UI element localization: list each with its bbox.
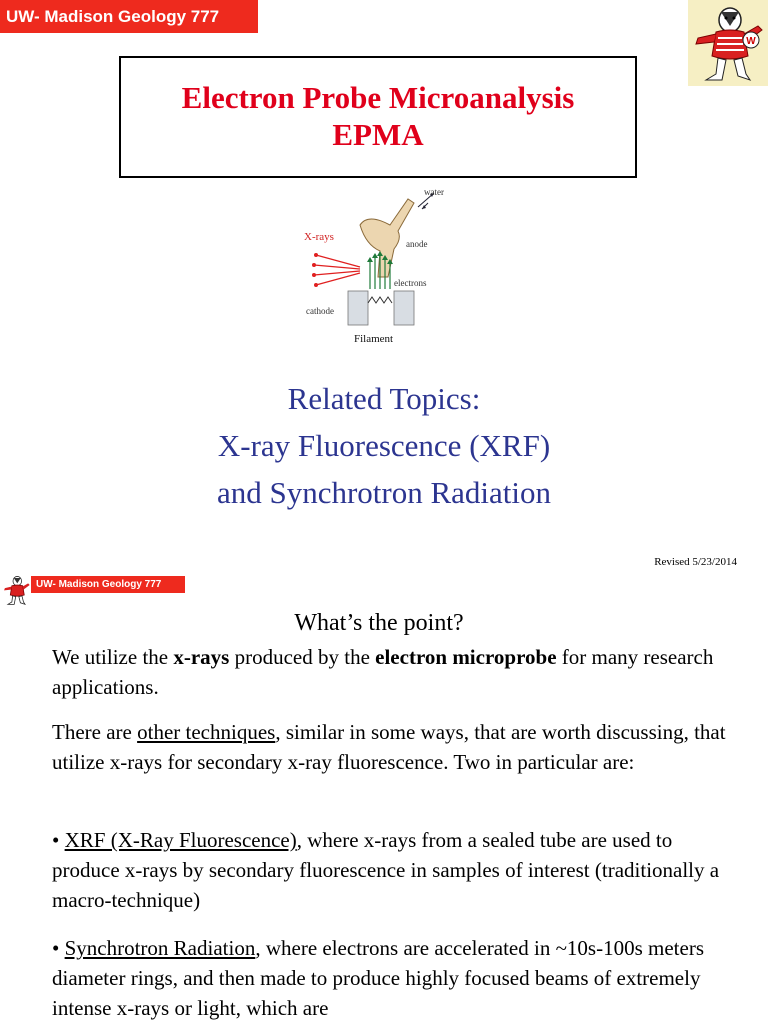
xray-tube-diagram [298, 185, 448, 350]
label-electrons: electrons [394, 278, 427, 288]
related-heading: Related Topics: [287, 381, 481, 416]
main-subtitle: EPMA [332, 117, 424, 152]
text-span: , similar in some ways, that are worth discussing, that utilize x-rays for secondary x-ray fluorescence. Two in particular are: [52, 720, 726, 774]
underlined-xrf: XRF (X-Ray Fluorescence) [64, 828, 297, 852]
bold-electron-microprobe: electron microprobe [375, 645, 557, 669]
title-box [119, 56, 637, 178]
badger-mascot-small-logo [1, 572, 32, 608]
bullet-xrf [52, 825, 742, 915]
related-synchrotron: and Synchrotron Radiation [216, 475, 552, 510]
label-water: water [424, 187, 444, 197]
text-span: We utilize the [52, 645, 174, 669]
bullet-synchrotron [52, 933, 742, 1023]
label-filament: Filament [354, 333, 394, 345]
bold-xrays: x-rays [173, 645, 230, 669]
course-tag-small: UW- Madison Geology 777 [31, 576, 185, 593]
paragraph-xrays [52, 642, 742, 702]
text-span: , where x-rays from a sealed tube are used to produce x-rays by secondary fluorescence in samples of interest (traditionally a macro-technique) [52, 828, 720, 912]
text-span: produced by the [229, 645, 376, 669]
underlined-synchrotron: Synchrotron Radiation [64, 936, 256, 960]
bullet-glyph: • [52, 828, 65, 852]
related-topics [0, 375, 768, 516]
paragraph-other-techniques [52, 717, 742, 777]
text-span: for many research applications. [52, 645, 714, 699]
bullet-glyph: • [52, 936, 65, 960]
label-xrays: X-rays [304, 231, 334, 243]
text-span: , where electrons are accelerated in ~10s-100s meters diameter rings, and then made to produce highly focused beams of extremely intense x-rays or light, which are [52, 936, 704, 1020]
badger-mascot-logo [688, 0, 768, 86]
text-span: There are [52, 720, 138, 744]
label-cathode: cathode [306, 306, 334, 316]
main-title: Electron Probe Microanalysis [181, 80, 575, 115]
revision-date: Revised 5/23/2014 [654, 556, 737, 568]
svg-text:W: W [746, 36, 756, 47]
related-xrf: X-ray Fluorescence (XRF) [217, 428, 551, 463]
course-tag: UW- Madison Geology 777 [0, 0, 258, 33]
underlined-other-techniques: other techniques [137, 720, 276, 744]
slide2-heading: What’s the point? [294, 610, 464, 636]
label-anode: anode [406, 239, 428, 249]
